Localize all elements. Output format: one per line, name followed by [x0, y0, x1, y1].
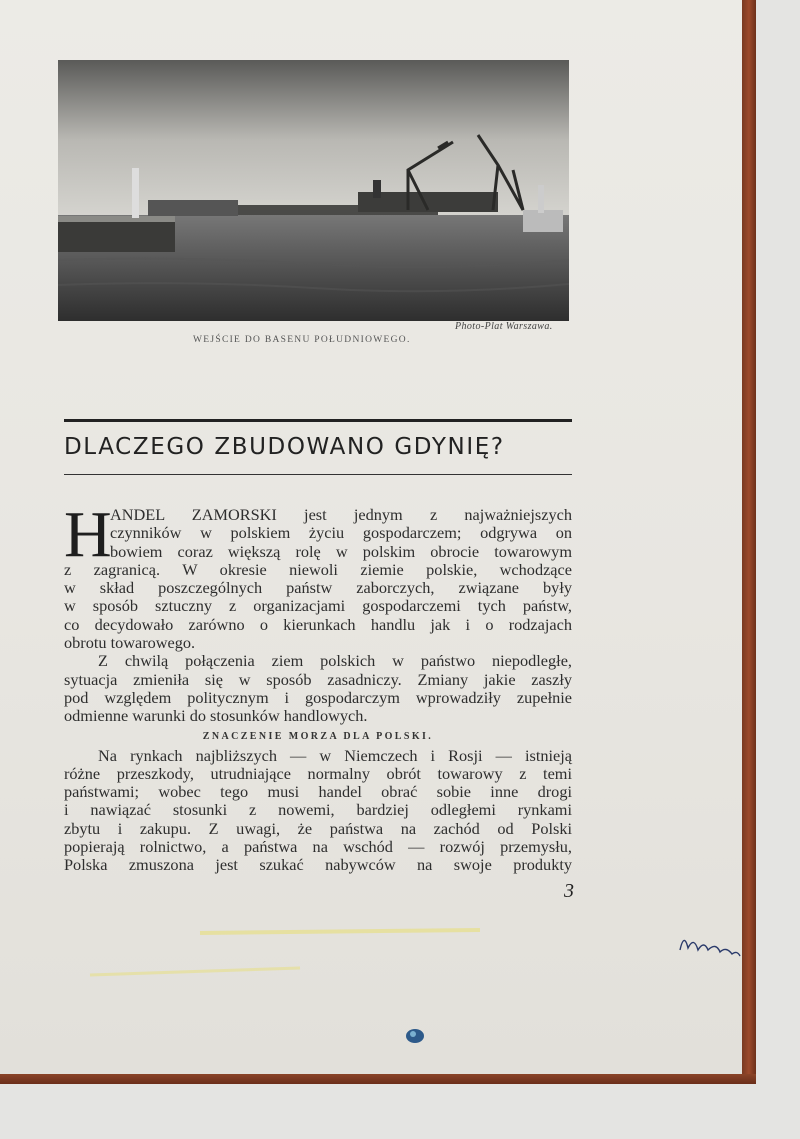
article-title: DLACZEGO ZBUDOWANO GDYNIĘ? — [64, 434, 505, 460]
text-line: czynników w polskiem życiu gospodarczem; odgrywa on — [110, 523, 572, 543]
text-line: pod względem politycznym i gospodarczym wprowadziły zupełnie — [64, 687, 572, 707]
text-line: z zagranicą. W okresie niewoli ziemie polskie, wchodzące — [64, 559, 572, 579]
section-subheading: ZNACZENIE MORZA DLA POLSKI. — [202, 730, 434, 742]
text-line: co decydowało zarówno o kierunkach handlu jak i o rodzajach — [64, 614, 572, 634]
text-line: Z chwilą połączenia ziem polskich w państwo niepodległe, — [98, 651, 572, 671]
book-cover-edge-bottom — [0, 1074, 756, 1084]
text-line: Na rynkach najbliższych — w Niemczech i Rosji — istnieją — [98, 745, 572, 765]
paragraph-1 — [64, 498, 572, 653]
text-line: ANDEL ZAMORSKI jest jednym z najważniejszych — [110, 505, 572, 524]
text-line: i nawiązać stosunki z nowemi, bardziej odległemi rynkami — [64, 800, 572, 820]
text-line: zbytu i zakupu. Z uwagi, że państwa na zachód od Polski — [64, 818, 572, 838]
text-line: w sposób sztuczny z organizacjami gospodarczemi tych państw, — [64, 596, 572, 616]
drop-cap: H — [64, 498, 112, 571]
text-line: popierają rolnictwo, a państwa na wschód — rozwój przemysłu, — [64, 837, 572, 857]
photo-credit: Photo-Plat Warszawa. — [455, 321, 553, 332]
text-line: obrotu towarowego. — [64, 633, 196, 653]
photo-caption: WEJŚCIE DO BASENU POŁUDNIOWEGO. — [193, 335, 411, 345]
page-number: 3 — [564, 880, 574, 902]
text-line: w skład poszczególnych państw zaborczych, związane były — [64, 578, 572, 598]
paragraph-2 — [64, 652, 572, 725]
text-line: bowiem coraz większą rolę w polskim obrocie towarowym — [110, 541, 572, 561]
harbor-photo — [58, 60, 569, 321]
text-line: Polska zmuszona jest szukać nabywców na swoje produkty — [64, 855, 572, 875]
title-rule-bottom — [64, 474, 572, 475]
book-cover-edge-right — [742, 0, 756, 1082]
text-line: różne przeszkody, utrudniające normalny obrót towarowy z temi — [64, 763, 572, 783]
title-rule-top — [64, 419, 572, 422]
article-body — [64, 498, 572, 875]
text-line: sytuacja zmieniła się w sposób zasadniczy. Zmiany jakie zaszły — [64, 669, 572, 689]
text-line: państwami; wobec tego musi handel obrać sobie inne drogi — [64, 782, 572, 802]
text-line: odmienne warunki do stosunków handlowych. — [64, 706, 368, 726]
paragraph-3 — [64, 747, 572, 875]
